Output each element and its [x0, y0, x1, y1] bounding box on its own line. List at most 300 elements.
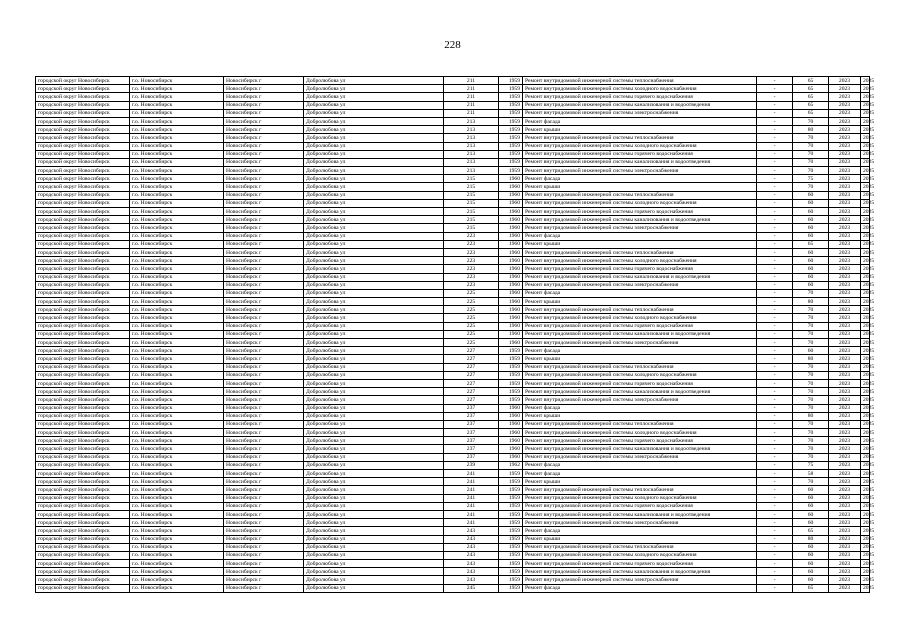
city-cell: Новосибирск г	[224, 371, 304, 379]
work-type-cell: Ремонт внутридомовой инженерной системы теплоснабжения	[523, 77, 757, 85]
table-row	[36, 109, 870, 117]
dash-cell: -	[757, 101, 793, 109]
wear-percent-cell: 65	[793, 77, 829, 85]
district-cell: г.о. Новосибирск	[130, 330, 224, 338]
street-cell: Добролюбова ул	[304, 117, 444, 125]
table-row	[36, 363, 870, 371]
end-year-cell: 2025	[861, 224, 870, 232]
end-year-cell: 2025	[861, 478, 870, 486]
district-cell: г.о. Новосибирск	[130, 126, 224, 134]
street-cell: Добролюбова ул	[304, 109, 444, 117]
city-cell: Новосибирск г	[224, 314, 304, 322]
table-row	[36, 486, 870, 494]
build-year-cell: 1960	[499, 224, 523, 232]
wear-percent-cell: 65	[793, 109, 829, 117]
wear-percent-cell: 60	[793, 560, 829, 568]
house-number-cell: 223	[444, 265, 499, 273]
house-number-cell: 245	[444, 584, 499, 592]
build-year-cell: 1959	[499, 396, 523, 404]
street-cell: Добролюбова ул	[304, 560, 444, 568]
wear-percent-cell: 80	[793, 126, 829, 134]
build-year-cell: 1959	[499, 527, 523, 535]
district-cell: г.о. Новосибирск	[130, 150, 224, 158]
end-year-cell: 2025	[861, 576, 870, 584]
wear-percent-cell: 70	[793, 117, 829, 125]
district-cell: г.о. Новосибирск	[130, 216, 224, 224]
wear-percent-cell: 60	[793, 568, 829, 576]
wear-percent-cell: 60	[793, 551, 829, 559]
municipality-cell: городской округ Новосибирск	[36, 150, 130, 158]
district-cell: г.о. Новосибирск	[130, 437, 224, 445]
start-year-cell: 2023	[829, 183, 861, 191]
build-year-cell: 1959	[499, 371, 523, 379]
end-year-cell: 2025	[861, 191, 870, 199]
city-cell: Новосибирск г	[224, 535, 304, 543]
street-cell: Добролюбова ул	[304, 347, 444, 355]
build-year-cell: 1960	[499, 412, 523, 420]
end-year-cell: 2025	[861, 208, 870, 216]
house-number-cell: 225	[444, 306, 499, 314]
dash-cell: -	[757, 273, 793, 281]
street-cell: Добролюбова ул	[304, 437, 444, 445]
dash-cell: -	[757, 199, 793, 207]
house-number-cell: 237	[444, 404, 499, 412]
work-type-cell: Ремонт крыши	[523, 240, 757, 248]
district-cell: г.о. Новосибирск	[130, 355, 224, 363]
work-type-cell: Ремонт внутридомовой инженерной системы теплоснабжения	[523, 543, 757, 551]
wear-percent-cell: 70	[793, 388, 829, 396]
house-number-cell: 241	[444, 502, 499, 510]
end-year-cell: 2025	[861, 355, 870, 363]
build-year-cell: 1960	[499, 429, 523, 437]
wear-percent-cell: 60	[793, 248, 829, 256]
work-type-cell: Ремонт внутридомовой инженерной системы канализования и водоотведения	[523, 445, 757, 453]
municipality-cell: городской округ Новосибирск	[36, 519, 130, 527]
wear-percent-cell: 65	[793, 101, 829, 109]
district-cell: г.о. Новосибирск	[130, 339, 224, 347]
table-row	[36, 208, 870, 216]
dash-cell: -	[757, 134, 793, 142]
start-year-cell: 2023	[829, 388, 861, 396]
house-number-cell: 243	[444, 576, 499, 584]
table-row	[36, 117, 870, 125]
dash-cell: -	[757, 150, 793, 158]
end-year-cell: 2025	[861, 437, 870, 445]
dash-cell: -	[757, 330, 793, 338]
end-year-cell: 2025	[861, 396, 870, 404]
work-type-cell: Ремонт фасада	[523, 175, 757, 183]
district-cell: г.о. Новосибирск	[130, 347, 224, 355]
dash-cell: -	[757, 248, 793, 256]
build-year-cell: 1960	[499, 453, 523, 461]
wear-percent-cell: 70	[793, 453, 829, 461]
work-type-cell: Ремонт внутридомовой инженерной системы канализования и водоотведения	[523, 158, 757, 166]
table-row	[36, 306, 870, 314]
table-row	[36, 445, 870, 453]
work-type-cell: Ремонт внутридомовой инженерной системы канализования и водоотведения	[523, 330, 757, 338]
work-type-cell: Ремонт внутридомовой инженерной системы горячего водоснабжения	[523, 502, 757, 510]
end-year-cell: 2025	[861, 420, 870, 428]
end-year-cell: 2025	[861, 175, 870, 183]
district-cell: г.о. Новосибирск	[130, 519, 224, 527]
start-year-cell: 2023	[829, 224, 861, 232]
table-row	[36, 339, 870, 347]
dash-cell: -	[757, 519, 793, 527]
work-type-cell: Ремонт внутридомовой инженерной системы холодного водоснабжения	[523, 257, 757, 265]
street-cell: Добролюбова ул	[304, 330, 444, 338]
house-number-cell: 225	[444, 289, 499, 297]
municipality-cell: городской округ Новосибирск	[36, 437, 130, 445]
end-year-cell: 2025	[861, 183, 870, 191]
dash-cell: -	[757, 535, 793, 543]
district-cell: г.о. Новосибирск	[130, 379, 224, 387]
street-cell: Добролюбова ул	[304, 412, 444, 420]
work-type-cell: Ремонт фасада	[523, 527, 757, 535]
municipality-cell: городской округ Новосибирск	[36, 248, 130, 256]
end-year-cell: 2025	[861, 363, 870, 371]
city-cell: Новосибирск г	[224, 412, 304, 420]
house-number-cell: 215	[444, 191, 499, 199]
municipality-cell: городской округ Новосибирск	[36, 486, 130, 494]
wear-percent-cell: 60	[793, 281, 829, 289]
wear-percent-cell: 70	[793, 314, 829, 322]
municipality-cell: городской округ Новосибирск	[36, 470, 130, 478]
house-number-cell: 227	[444, 363, 499, 371]
house-number-cell: 213	[444, 142, 499, 150]
city-cell: Новосибирск г	[224, 470, 304, 478]
wear-percent-cell: 70	[793, 306, 829, 314]
city-cell: Новосибирск г	[224, 551, 304, 559]
start-year-cell: 2023	[829, 420, 861, 428]
street-cell: Добролюбова ул	[304, 126, 444, 134]
district-cell: г.о. Новосибирск	[130, 191, 224, 199]
wear-percent-cell: 60	[793, 191, 829, 199]
table-row	[36, 461, 870, 469]
end-year-cell: 2025	[861, 142, 870, 150]
house-number-cell: 237	[444, 412, 499, 420]
house-number-cell: 237	[444, 445, 499, 453]
city-cell: Новосибирск г	[224, 298, 304, 306]
street-cell: Добролюбова ул	[304, 363, 444, 371]
wear-percent-cell: 65	[793, 584, 829, 592]
house-number-cell: 237	[444, 437, 499, 445]
municipality-cell: городской округ Новосибирск	[36, 167, 130, 175]
dash-cell: -	[757, 551, 793, 559]
build-year-cell: 1960	[499, 191, 523, 199]
wear-percent-cell: 70	[793, 330, 829, 338]
end-year-cell: 2025	[861, 265, 870, 273]
work-type-cell: Ремонт внутридомовой инженерной системы горячего водоснабжения	[523, 93, 757, 101]
dash-cell: -	[757, 543, 793, 551]
table-row	[36, 314, 870, 322]
city-cell: Новосибирск г	[224, 527, 304, 535]
work-type-cell: Ремонт внутридомовой инженерной системы электроснабжения	[523, 167, 757, 175]
city-cell: Новосибирск г	[224, 339, 304, 347]
district-cell: г.о. Новосибирск	[130, 175, 224, 183]
house-number-cell: 211	[444, 77, 499, 85]
municipality-cell: городской округ Новосибирск	[36, 527, 130, 535]
street-cell: Добролюбова ул	[304, 289, 444, 297]
end-year-cell: 2025	[861, 232, 870, 240]
district-cell: г.о. Новосибирск	[130, 240, 224, 248]
dash-cell: -	[757, 461, 793, 469]
build-year-cell: 1960	[499, 289, 523, 297]
table-row	[36, 273, 870, 281]
build-year-cell: 1960	[499, 281, 523, 289]
city-cell: Новосибирск г	[224, 478, 304, 486]
work-type-cell: Ремонт фасада	[523, 404, 757, 412]
house-number-cell: 211	[444, 93, 499, 101]
end-year-cell: 2025	[861, 453, 870, 461]
dash-cell: -	[757, 363, 793, 371]
city-cell: Новосибирск г	[224, 208, 304, 216]
house-number-cell: 223	[444, 281, 499, 289]
dash-cell: -	[757, 470, 793, 478]
municipality-cell: городской округ Новосибирск	[36, 224, 130, 232]
start-year-cell: 2023	[829, 248, 861, 256]
municipality-cell: городской округ Новосибирск	[36, 576, 130, 584]
start-year-cell: 2023	[829, 363, 861, 371]
street-cell: Добролюбова ул	[304, 232, 444, 240]
municipality-cell: городской округ Новосибирск	[36, 85, 130, 93]
wear-percent-cell: 70	[793, 429, 829, 437]
house-number-cell: 215	[444, 224, 499, 232]
street-cell: Добролюбова ул	[304, 519, 444, 527]
city-cell: Новосибирск г	[224, 437, 304, 445]
district-cell: г.о. Новосибирск	[130, 560, 224, 568]
district-cell: г.о. Новосибирск	[130, 576, 224, 584]
end-year-cell: 2025	[861, 134, 870, 142]
dash-cell: -	[757, 208, 793, 216]
table-row	[36, 584, 870, 592]
city-cell: Новосибирск г	[224, 142, 304, 150]
municipality-cell: городской округ Новосибирск	[36, 494, 130, 502]
municipality-cell: городской округ Новосибирск	[36, 412, 130, 420]
end-year-cell: 2025	[861, 216, 870, 224]
dash-cell: -	[757, 437, 793, 445]
build-year-cell: 1960	[499, 298, 523, 306]
start-year-cell: 2023	[829, 85, 861, 93]
municipality-cell: городской округ Новосибирск	[36, 453, 130, 461]
start-year-cell: 2023	[829, 191, 861, 199]
table-row	[36, 535, 870, 543]
wear-percent-cell: 60	[793, 494, 829, 502]
build-year-cell: 1959	[499, 543, 523, 551]
wear-percent-cell: 60	[793, 347, 829, 355]
build-year-cell: 1960	[499, 314, 523, 322]
street-cell: Добролюбова ул	[304, 265, 444, 273]
city-cell: Новосибирск г	[224, 273, 304, 281]
build-year-cell: 1962	[499, 461, 523, 469]
wear-percent-cell: 60	[793, 486, 829, 494]
work-type-cell: Ремонт крыши	[523, 355, 757, 363]
dash-cell: -	[757, 347, 793, 355]
district-cell: г.о. Новосибирск	[130, 183, 224, 191]
work-type-cell: Ремонт внутридомовой инженерной системы горячего водоснабжения	[523, 379, 757, 387]
municipality-cell: городской округ Новосибирск	[36, 445, 130, 453]
wear-percent-cell: 70	[793, 167, 829, 175]
wear-percent-cell: 60	[793, 273, 829, 281]
municipality-cell: городской округ Новосибирск	[36, 339, 130, 347]
work-type-cell: Ремонт внутридомовой инженерной системы холодного водоснабжения	[523, 314, 757, 322]
work-type-cell: Ремонт внутридомовой инженерной системы холодного водоснабжения	[523, 494, 757, 502]
build-year-cell: 1960	[499, 175, 523, 183]
municipality-cell: городской округ Новосибирск	[36, 363, 130, 371]
district-cell: г.о. Новосибирск	[130, 510, 224, 518]
municipality-cell: городской округ Новосибирск	[36, 175, 130, 183]
start-year-cell: 2023	[829, 347, 861, 355]
build-year-cell: 1959	[499, 347, 523, 355]
city-cell: Новосибирск г	[224, 347, 304, 355]
work-type-cell: Ремонт внутридомовой инженерной системы электроснабжения	[523, 224, 757, 232]
end-year-cell: 2025	[861, 77, 870, 85]
wear-percent-cell: 80	[793, 535, 829, 543]
dash-cell: -	[757, 502, 793, 510]
house-number-cell: 211	[444, 85, 499, 93]
house-number-cell: 213	[444, 150, 499, 158]
street-cell: Добролюбова ул	[304, 248, 444, 256]
work-type-cell: Ремонт внутридомовой инженерной системы холодного водоснабжения	[523, 142, 757, 150]
municipality-cell: городской округ Новосибирск	[36, 281, 130, 289]
build-year-cell: 1960	[499, 199, 523, 207]
table-row	[36, 265, 870, 273]
table-body	[36, 77, 875, 593]
table-row	[36, 126, 870, 134]
district-cell: г.о. Новосибирск	[130, 396, 224, 404]
district-cell: г.о. Новосибирск	[130, 224, 224, 232]
build-year-cell: 1959	[499, 142, 523, 150]
city-cell: Новосибирск г	[224, 576, 304, 584]
start-year-cell: 2023	[829, 502, 861, 510]
wear-percent-cell: 70	[793, 420, 829, 428]
table-row	[36, 85, 870, 93]
city-cell: Новосибирск г	[224, 429, 304, 437]
street-cell: Добролюбова ул	[304, 183, 444, 191]
build-year-cell: 1959	[499, 519, 523, 527]
street-cell: Добролюбова ул	[304, 134, 444, 142]
table-row	[36, 167, 870, 175]
work-type-cell: Ремонт внутридомовой инженерной системы холодного водоснабжения	[523, 85, 757, 93]
street-cell: Добролюбова ул	[304, 543, 444, 551]
street-cell: Добролюбова ул	[304, 77, 444, 85]
municipality-cell: городской округ Новосибирск	[36, 551, 130, 559]
district-cell: г.о. Новосибирск	[130, 551, 224, 559]
street-cell: Добролюбова ул	[304, 527, 444, 535]
wear-percent-cell: 70	[793, 363, 829, 371]
district-cell: г.о. Новосибирск	[130, 298, 224, 306]
house-number-cell: 215	[444, 216, 499, 224]
table-row	[36, 183, 870, 191]
house-number-cell: 223	[444, 240, 499, 248]
table-row	[36, 494, 870, 502]
work-type-cell: Ремонт крыши	[523, 126, 757, 134]
start-year-cell: 2023	[829, 568, 861, 576]
district-cell: г.о. Новосибирск	[130, 109, 224, 117]
end-year-cell: 2025	[861, 257, 870, 265]
dash-cell: -	[757, 216, 793, 224]
street-cell: Добролюбова ул	[304, 453, 444, 461]
work-type-cell: Ремонт внутридомовой инженерной системы теплоснабжения	[523, 420, 757, 428]
house-number-cell: 241	[444, 478, 499, 486]
work-type-cell: Ремонт внутридомовой инженерной системы горячего водоснабжения	[523, 437, 757, 445]
start-year-cell: 2023	[829, 339, 861, 347]
build-year-cell: 1960	[499, 445, 523, 453]
table-row	[36, 248, 870, 256]
municipality-cell: городской округ Новосибирск	[36, 371, 130, 379]
end-year-cell: 2025	[861, 298, 870, 306]
build-year-cell: 1960	[499, 404, 523, 412]
end-year-cell: 2025	[861, 347, 870, 355]
end-year-cell: 2025	[861, 289, 870, 297]
house-number-cell: 215	[444, 175, 499, 183]
build-year-cell: 1959	[499, 478, 523, 486]
end-year-cell: 2025	[861, 339, 870, 347]
end-year-cell: 2025	[861, 445, 870, 453]
dash-cell: -	[757, 117, 793, 125]
city-cell: Новосибирск г	[224, 584, 304, 592]
city-cell: Новосибирск г	[224, 510, 304, 518]
start-year-cell: 2023	[829, 379, 861, 387]
work-type-cell: Ремонт внутридомовой инженерной системы теплоснабжения	[523, 486, 757, 494]
wear-percent-cell: 70	[793, 150, 829, 158]
build-year-cell: 1959	[499, 560, 523, 568]
house-number-cell: 241	[444, 510, 499, 518]
work-type-cell: Ремонт внутридомовой инженерной системы горячего водоснабжения	[523, 560, 757, 568]
start-year-cell: 2023	[829, 134, 861, 142]
work-type-cell: Ремонт внутридомовой инженерной системы горячего водоснабжения	[523, 265, 757, 273]
work-type-cell: Ремонт внутридомовой инженерной системы теплоснабжения	[523, 248, 757, 256]
municipality-cell: городской округ Новосибирск	[36, 109, 130, 117]
house-number-cell: 243	[444, 568, 499, 576]
table-row	[36, 232, 870, 240]
dash-cell: -	[757, 355, 793, 363]
house-number-cell: 213	[444, 158, 499, 166]
wear-percent-cell: 70	[793, 396, 829, 404]
wear-percent-cell: 70	[793, 437, 829, 445]
municipality-cell: городской округ Новосибирск	[36, 306, 130, 314]
start-year-cell: 2023	[829, 330, 861, 338]
build-year-cell: 1960	[499, 208, 523, 216]
wear-percent-cell: 60	[793, 510, 829, 518]
street-cell: Добролюбова ул	[304, 273, 444, 281]
city-cell: Новосибирск г	[224, 289, 304, 297]
dash-cell: -	[757, 371, 793, 379]
work-type-cell: Ремонт фасада	[523, 584, 757, 592]
wear-percent-cell: 58	[793, 470, 829, 478]
table-row	[36, 437, 870, 445]
dash-cell: -	[757, 232, 793, 240]
end-year-cell: 2025	[861, 584, 870, 592]
house-number-cell: 241	[444, 494, 499, 502]
table-row	[36, 551, 870, 559]
municipality-cell: городской округ Новосибирск	[36, 232, 130, 240]
dash-cell: -	[757, 240, 793, 248]
end-year-cell: 2025	[861, 85, 870, 93]
start-year-cell: 2023	[829, 510, 861, 518]
municipality-cell: городской округ Новосибирск	[36, 396, 130, 404]
dash-cell: -	[757, 265, 793, 273]
start-year-cell: 2023	[829, 322, 861, 330]
wear-percent-cell: 70	[793, 445, 829, 453]
house-number-cell: 225	[444, 339, 499, 347]
table-row	[36, 510, 870, 518]
end-year-cell: 2025	[861, 101, 870, 109]
municipality-cell: городской округ Новосибирск	[36, 478, 130, 486]
build-year-cell: 1959	[499, 85, 523, 93]
street-cell: Добролюбова ул	[304, 339, 444, 347]
house-number-cell: 241	[444, 519, 499, 527]
table-row	[36, 576, 870, 584]
